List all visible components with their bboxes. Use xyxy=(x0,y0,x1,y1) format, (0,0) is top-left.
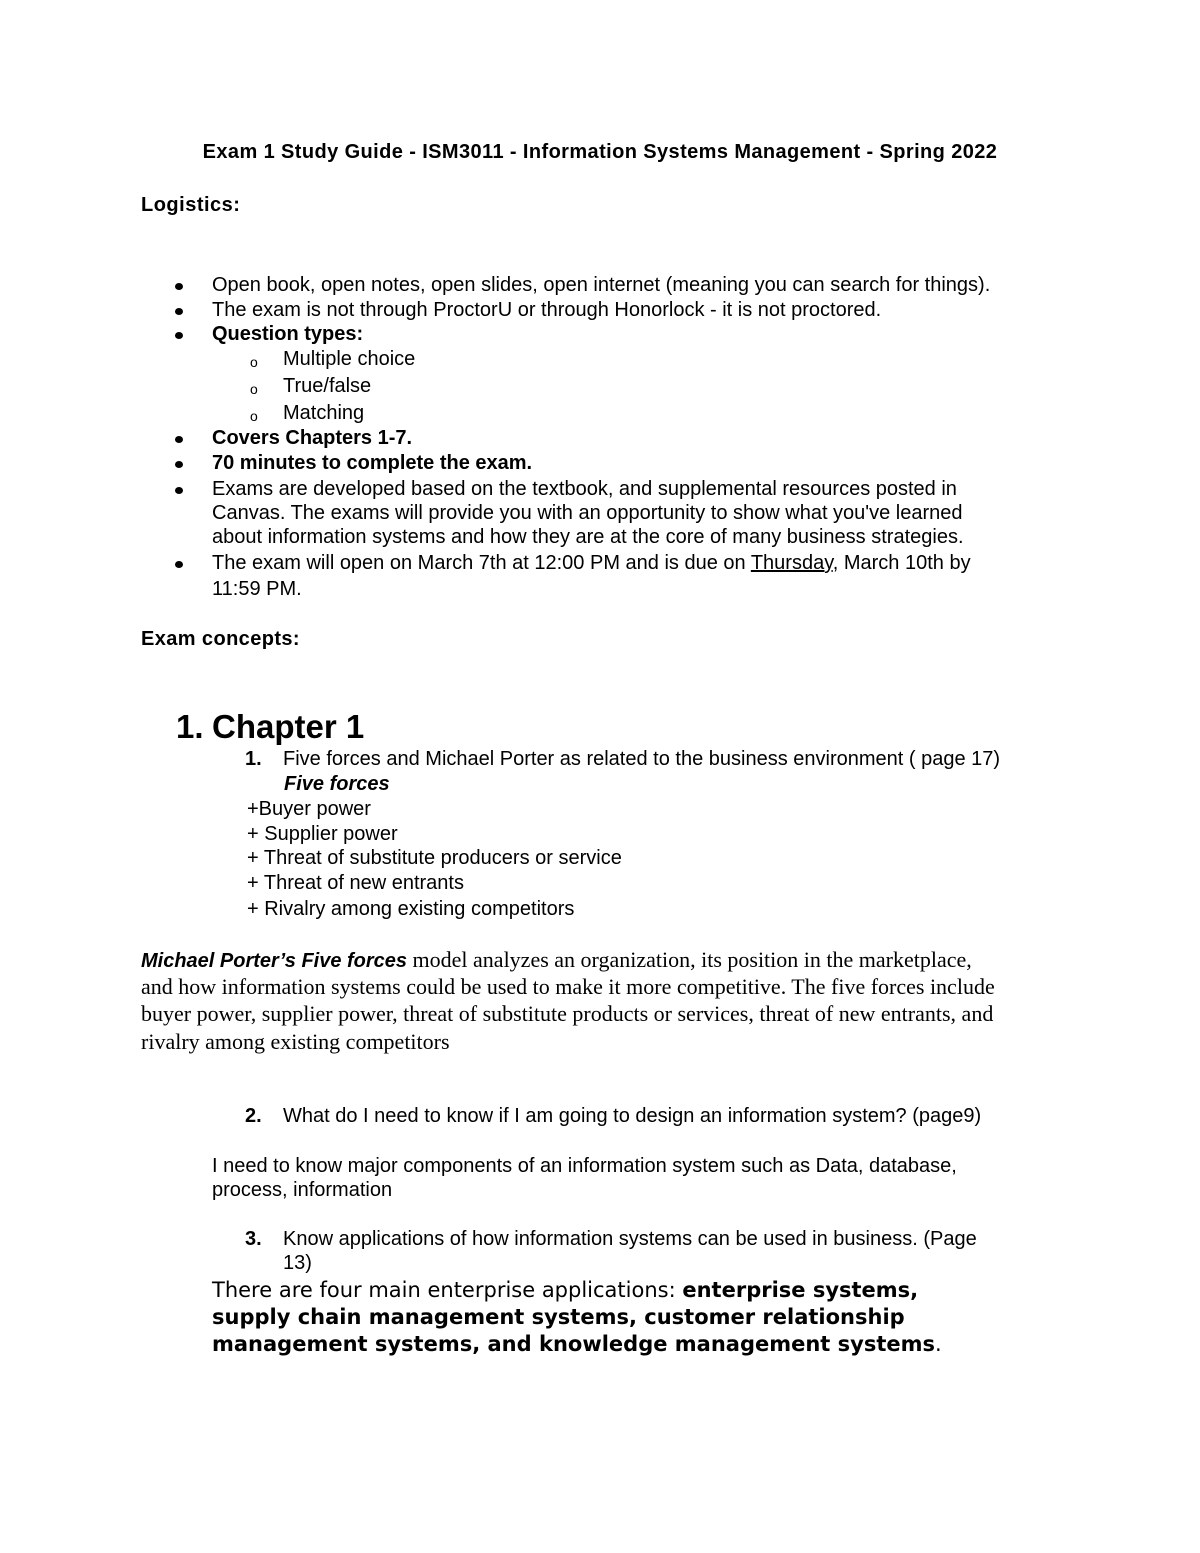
list-item: Multiple choice xyxy=(283,348,416,370)
bullet-dot xyxy=(175,308,183,315)
document-title: Exam 1 Study Guide - ISM3011 - Information Systems Management - Spring 2022 xyxy=(202,141,998,163)
force-item: + Threat of new entrants xyxy=(247,872,464,894)
sub-bullet-marker: o xyxy=(250,381,258,397)
chapter-heading: Chapter 1 xyxy=(212,708,365,745)
answer-period: . xyxy=(935,1332,942,1356)
due-text: The exam will open on March 7th at 12:00 PM and is due on xyxy=(212,552,751,574)
porter-paragraph-line xyxy=(141,946,972,975)
porter-paragraph-line: rivalry among existing competitors xyxy=(141,1029,450,1054)
sub-bullet-marker: o xyxy=(250,408,258,424)
porter-bold-term: Michael Porter’s Five forces xyxy=(141,950,408,972)
due-day: Thursday xyxy=(750,552,833,574)
force-item: + Threat of substitute producers or service xyxy=(247,847,622,869)
answer-bold-text: supply chain management systems, customer relationship xyxy=(212,1305,905,1329)
logistics-heading: Logistics: xyxy=(141,194,241,216)
bullet-dot xyxy=(175,487,183,494)
list-item: Question types: xyxy=(212,323,364,345)
list-item: Matching xyxy=(283,402,365,424)
answer-line xyxy=(212,1277,918,1304)
list-item: Exams are developed based on the textbook, and supplemental resources posted in xyxy=(212,478,957,500)
question-text: What do I need to know if I am going to design an information system? (page9) xyxy=(283,1105,982,1127)
bullet-dot xyxy=(175,332,183,339)
force-item: + Rivalry among existing competitors xyxy=(247,898,575,920)
sub-bullet-marker: o xyxy=(250,354,258,370)
answer-text: There are four main enterprise applications: xyxy=(212,1278,683,1302)
list-item-continuation: 11:59 PM. xyxy=(212,578,302,600)
list-item-continuation: Canvas. The exams will provide you with an opportunity to show what you've learned xyxy=(212,502,963,524)
porter-paragraph-line: buyer power, supplier power, threat of substitute products or services, threat of new entrants, and xyxy=(141,1001,994,1026)
force-item: +Buyer power xyxy=(247,798,371,820)
bullet-dot xyxy=(175,283,183,290)
bullet-dot xyxy=(175,436,183,443)
list-item: True/false xyxy=(283,375,372,397)
bullet-dot xyxy=(175,461,183,468)
question-text-continuation: 13) xyxy=(283,1252,312,1274)
porter-text: model analyzes an organization, its position in the marketplace, xyxy=(407,947,972,972)
due-text-end: , March 10th by xyxy=(832,552,971,574)
question-number: 3. xyxy=(245,1228,262,1250)
answer-bold-text: management systems, and knowledge management systems xyxy=(212,1332,936,1356)
list-item-continuation: about information systems and how they are at the core of many business strategies. xyxy=(212,526,964,548)
exam-concepts-heading: Exam concepts: xyxy=(141,628,300,650)
porter-paragraph-line: and how information systems could be used to make it more competitive. The five forces include xyxy=(141,974,995,999)
bullet-dot xyxy=(175,561,183,568)
list-item: The exam is not through ProctorU or through Honorlock - it is not proctored. xyxy=(212,299,882,321)
question-text: Know applications of how information systems can be used in business. (Page xyxy=(283,1228,977,1250)
answer-text: I need to know major components of an information system such as Data, database, xyxy=(212,1155,957,1177)
chapter-number: 1. xyxy=(176,708,204,745)
answer-bold-text: enterprise systems, xyxy=(682,1278,919,1302)
list-item: Open book, open notes, open slides, open internet (meaning you can search for things). xyxy=(212,274,991,296)
five-forces-label: Five forces xyxy=(284,773,390,795)
force-item: + Supplier power xyxy=(247,823,398,845)
question-text: Five forces and Michael Porter as related to the business environment ( page 17) xyxy=(283,748,1001,770)
list-item xyxy=(212,551,971,576)
answer-line xyxy=(212,1331,942,1358)
list-item: 70 minutes to complete the exam. xyxy=(212,452,533,474)
answer-text: process, information xyxy=(212,1179,393,1201)
list-item: Covers Chapters 1-7. xyxy=(212,427,413,449)
question-number: 2. xyxy=(245,1105,262,1127)
question-number: 1. xyxy=(245,748,262,770)
